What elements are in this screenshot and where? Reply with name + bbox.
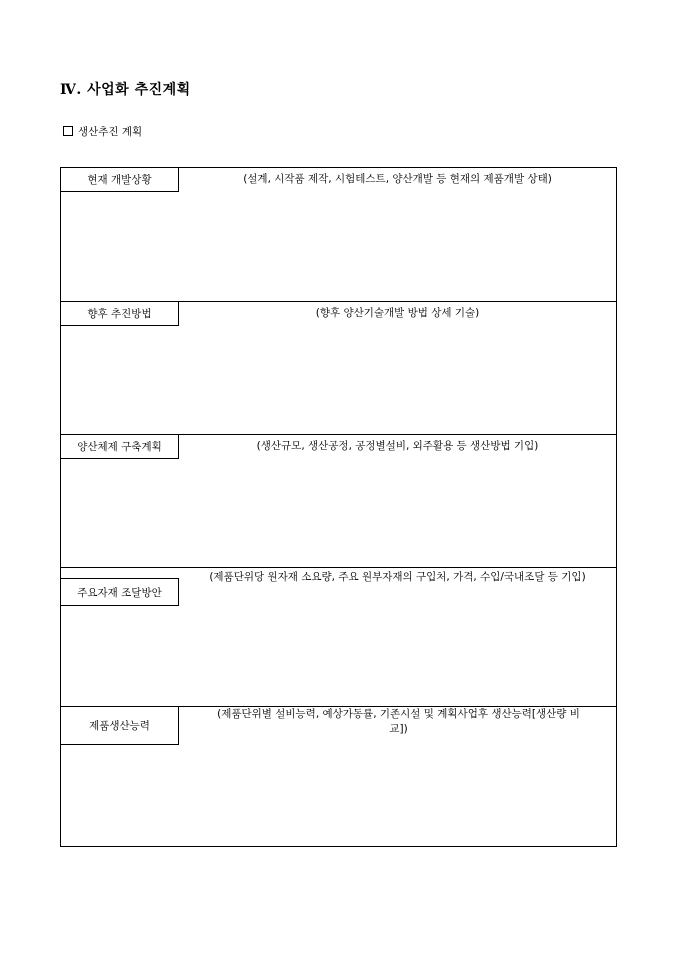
section-material-procurement — [61, 567, 616, 706]
section-description: (제품단위별 설비능력, 예상가동률, 기존시설 및 계획사업후 생산능력[생산량 비교]) — [217, 708, 580, 735]
section-description: (생산규모, 생산공정, 공정별설비, 외주활용 등 생산방법 기입) — [256, 440, 539, 452]
section-description: (향후 양산기술개발 방법 상세 기술) — [315, 307, 480, 319]
section-label: 양산체제 구축계획 — [61, 435, 179, 459]
section-description: (제품단위당 원자재 소요량, 주요 원부자재의 구입처, 가격, 수입/국내조달 등 기입) — [209, 571, 586, 583]
section-current-status — [61, 168, 616, 301]
subheading — [63, 124, 142, 139]
production-plan-table — [60, 167, 617, 847]
checkbox-icon — [63, 126, 73, 136]
section-label: 현재 개발상황 — [61, 168, 179, 192]
section-production-capacity — [61, 706, 616, 848]
section-label: 제품생산능력 — [61, 707, 179, 745]
section-label: 주요자재 조달방안 — [61, 578, 179, 606]
section-label: 향후 추진방법 — [61, 302, 179, 326]
subheading-text: 생산추진 계획 — [78, 126, 143, 138]
section-heading: Ⅳ. 사업화 추진계획 — [60, 82, 191, 98]
section-description: (설계, 시작품 제작, 시험테스트, 양산개발 등 현재의 제품개발 상태) — [243, 173, 552, 185]
section-future-method — [61, 301, 616, 434]
section-mass-production-plan — [61, 434, 616, 567]
